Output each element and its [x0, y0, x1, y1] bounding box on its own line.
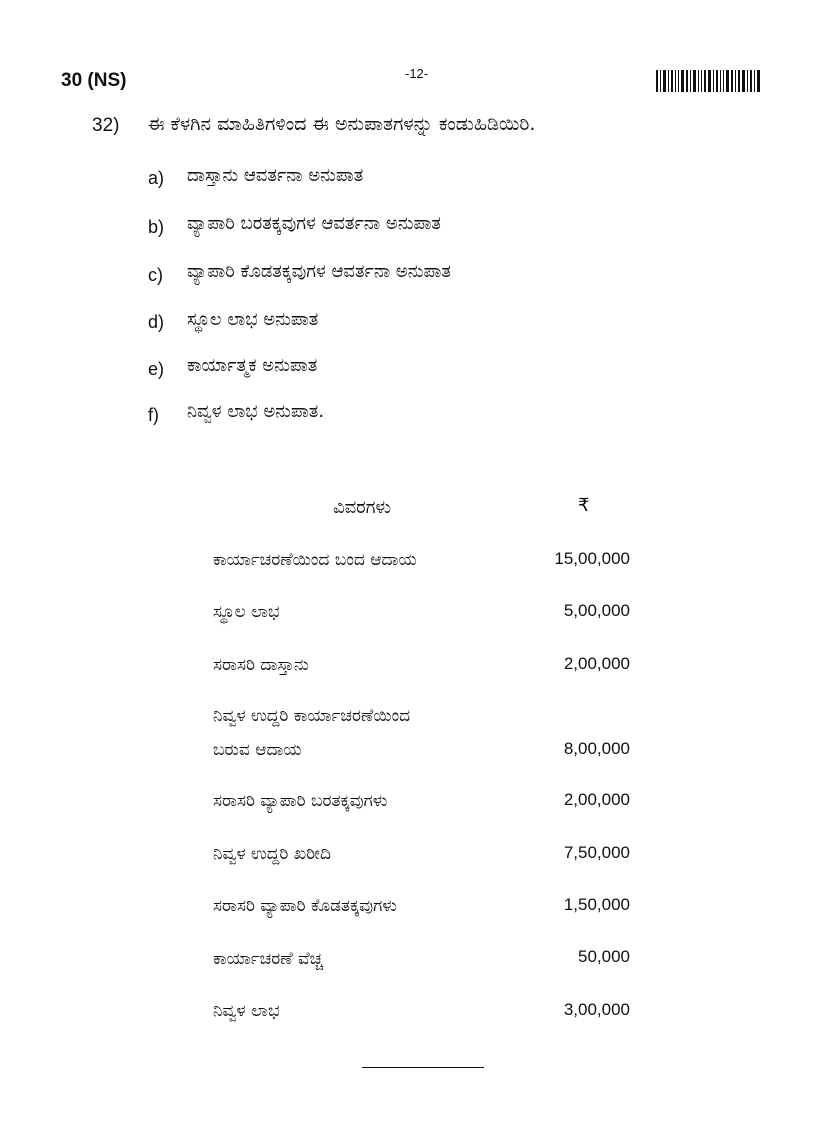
- table-row-label: ಸ್ಥೂಲ ಲಾಭ: [213, 602, 280, 622]
- option-e-letter: e): [148, 359, 165, 379]
- table-row-label: ಸರಾಸರಿ ದಾಸ್ತಾನು: [213, 655, 309, 675]
- option-c-text: ವ್ಯಾಪಾರಿ ಕೊಡತಕ್ಕವುಗಳ ಆವರ್ತನಾ ಅನುಪಾತ: [187, 261, 451, 282]
- table-row-label-line1: ನಿವ್ವಳ ಉದ್ದರಿ ಕಾರ್ಯಾಚರಣೆಯಿಂದ: [213, 706, 411, 726]
- table-row-value: 8,00,000: [563, 739, 630, 758]
- table-row-value: 2,00,000: [563, 790, 630, 809]
- option-a-letter: a): [148, 168, 165, 188]
- barcode-icon: [656, 70, 772, 92]
- option-f-letter: f): [148, 405, 159, 425]
- table-row-value: 5,00,000: [563, 601, 630, 620]
- table-row-value: 3,00,000: [563, 1000, 630, 1019]
- table-row-label: ಸರಾಸರಿ ವ್ಯಾಪಾರಿ ಕೊಡತಕ್ಕವುಗಳು: [213, 896, 397, 916]
- table-row-label: ಬರುವ ಆದಾಯ: [213, 740, 302, 760]
- rupee-heading: ₹: [578, 495, 590, 516]
- particulars-heading: ವಿವರಗಳು: [333, 497, 391, 518]
- table-row-value: 7,50,000: [563, 843, 630, 862]
- table-row-value: 15,00,000: [554, 549, 630, 568]
- page-number: -12-: [405, 66, 429, 81]
- end-divider: [362, 1067, 484, 1068]
- option-e-text: ಕಾರ್ಯಾತ್ಮಕ ಅನುಪಾತ: [187, 355, 318, 376]
- table-row-label: ಕಾರ್ಯಾಚರಣೆಯಿಂದ ಬಂದ ಆದಾಯ: [213, 550, 417, 570]
- option-c-letter: c): [148, 265, 163, 285]
- question-text: ಈ ಕೆಳಗಿನ ಮಾಹಿತಿಗಳಿಂದ ಈ ಅನುಪಾತಗಳನ್ನು ಕಂಡುಹಿಡಿಯಿರಿ.: [148, 113, 536, 135]
- table-row-label: ನಿವ್ವಳ ಉದ್ದರಿ ಖರೀದಿ: [213, 844, 331, 864]
- table-row-label: ಸರಾಸರಿ ವ್ಯಾಪಾರಿ ಬರತಕ್ಕವುಗಳು: [213, 791, 388, 811]
- option-b-letter: b): [148, 217, 165, 237]
- table-row-label: ನಿವ್ವಳ ಲಾಭ: [213, 1001, 280, 1021]
- option-d-letter: d): [148, 312, 165, 332]
- option-f-text: ನಿವ್ವಳ ಲಾಭ ಅನುಪಾತ.: [187, 401, 325, 422]
- table-row-label: ಕಾರ್ಯಾಚರಣೆ ವೆಚ್ಚ: [213, 949, 323, 969]
- paper-code: 30 (NS): [61, 70, 127, 91]
- option-a-text: ದಾಸ್ತಾನು ಆವರ್ತನಾ ಅನುಪಾತ: [187, 165, 364, 186]
- question-number: 32): [92, 115, 120, 136]
- table-row-value: 50,000: [578, 947, 630, 966]
- table-row-value: 1,50,000: [563, 895, 630, 914]
- table-row-value: 2,00,000: [563, 654, 630, 673]
- option-d-text: ಸ್ಥೂಲ ಲಾಭ ಅನುಪಾತ: [187, 309, 319, 330]
- option-b-text: ವ್ಯಾಪಾರಿ ಬರತಕ್ಕವುಗಳ ಆವರ್ತನಾ ಅನುಪಾತ: [187, 213, 441, 234]
